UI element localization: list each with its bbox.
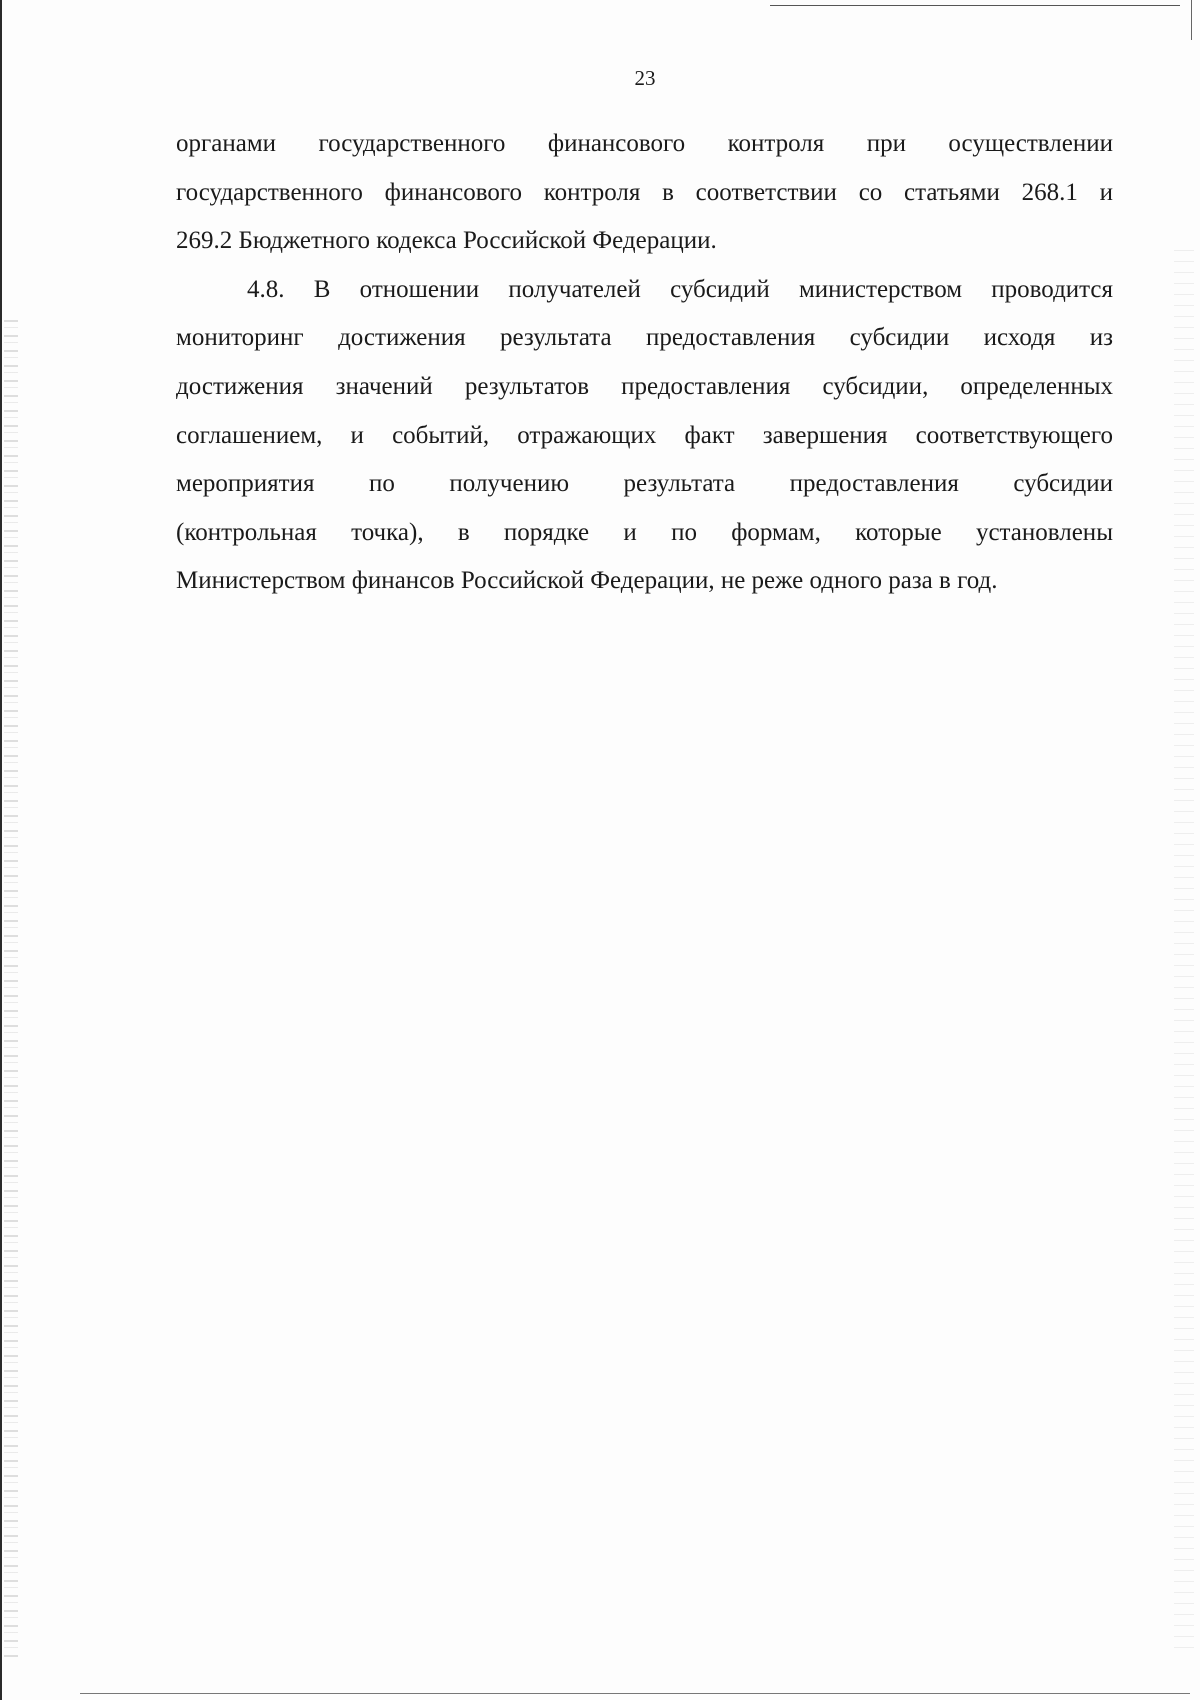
body-text bbox=[176, 120, 1113, 606]
scan-right-line bbox=[1191, 0, 1192, 40]
scan-noise-right bbox=[1174, 250, 1194, 1650]
paragraph-1 bbox=[176, 120, 1113, 266]
paragraph-line: мероприятия по получению результата предоставления субсидии bbox=[176, 470, 1113, 498]
paragraph-line: соглашением, и событий, отражающих факт завершения соответствующего bbox=[176, 421, 1113, 449]
paragraph-line: 269.2 Бюджетного кодекса Российской Федерации. bbox=[176, 227, 717, 255]
paragraph-line: (контрольная точка), в порядке и по формам, которые установлены bbox=[176, 518, 1113, 546]
scan-bottom-line bbox=[80, 1693, 1190, 1694]
paragraph-line: мониторинг достижения результата предоставления субсидии исходя из bbox=[176, 324, 1113, 352]
paragraph-line: государственного финансового контроля в соответствии со статьями 268.1 и bbox=[176, 178, 1113, 206]
page-number: 23 bbox=[634, 66, 656, 90]
paragraph-line: Министерством финансов Российской Федерации, не реже одного раза в год. bbox=[176, 567, 998, 595]
scan-left-edge bbox=[0, 0, 2, 1700]
paragraph-line: 4.8. В отношении получателей субсидий министерством проводится bbox=[247, 275, 1113, 303]
scan-noise-left bbox=[4, 320, 18, 1660]
paragraph-line: органами государственного финансового контроля при осуществлении bbox=[176, 130, 1113, 157]
scan-top-line bbox=[770, 5, 1180, 6]
paragraph-line: достижения значений результатов предоставления субсидии, определенных bbox=[176, 372, 1113, 400]
paragraph-2 bbox=[176, 266, 1113, 606]
